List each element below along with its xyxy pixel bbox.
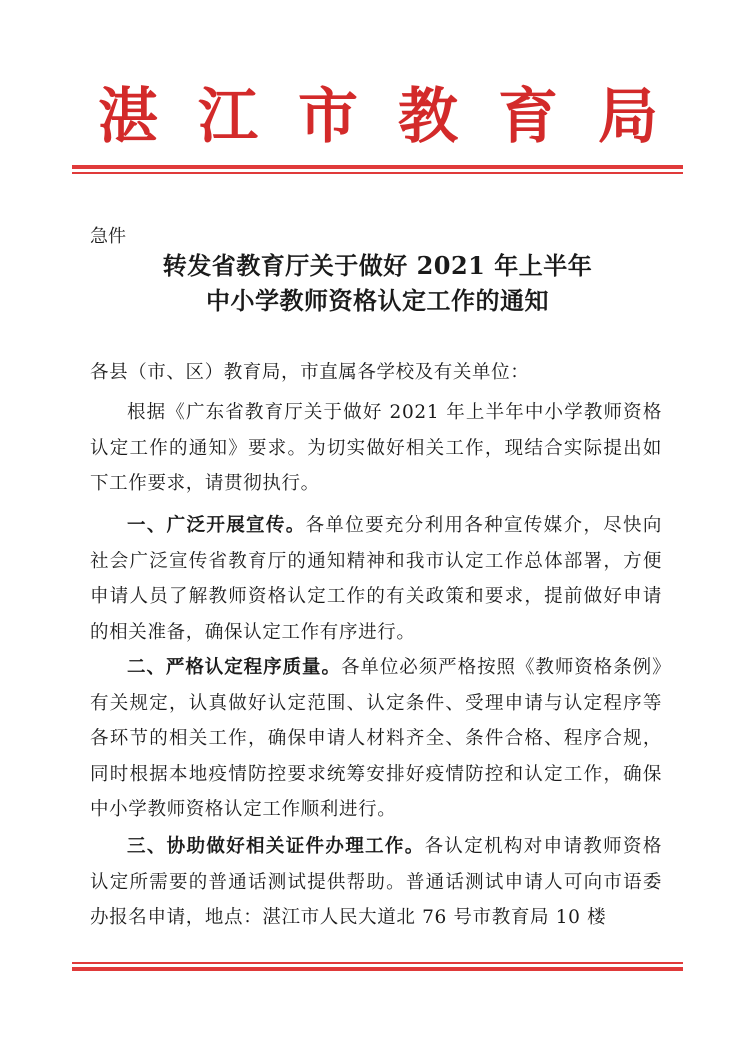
- masthead-char: 市: [298, 82, 358, 152]
- paragraph-lead: 一、广泛开展宣传。: [127, 515, 306, 536]
- masthead-char: 局: [598, 82, 658, 152]
- masthead-char: 育: [498, 82, 558, 152]
- body-paragraph: [90, 650, 662, 828]
- document-title-line-2: 中小学教师资格认定工作的通知: [206, 286, 549, 315]
- salutation: 各县（市、区）教育局，市直属各学校及有关单位：: [90, 362, 530, 383]
- body-paragraph: [90, 508, 662, 650]
- urgency-label: 急件: [90, 226, 126, 247]
- document-title-line-1: 转发省教育厅关于做好 2021 年上半年: [162, 251, 593, 280]
- paragraph-text: 各单位要充分利用各种宣传媒介，尽快向社会广泛宣传省教育厅的通知精神和我市认定工作总体部署，方便申请人员了解教师资格认定工作的有关政策和要求，提前做好申请的相关准备，确保认定工作有序进行。: [90, 515, 662, 643]
- masthead-char: 湛: [98, 82, 158, 152]
- masthead-char: 江: [198, 82, 258, 152]
- body-paragraph: [90, 829, 662, 936]
- paragraph-text: 各认定机构对申请教师资格认定所需要的普通话测试提供帮助。普通话测试申请人可向市语委办报名申请，地点：湛江市人民大道北 76 号市教育局 10 楼: [90, 836, 662, 929]
- paragraph-lead: 二、严格认定程序质量。: [127, 657, 341, 678]
- body-paragraph: [90, 395, 662, 502]
- masthead-issuer: [98, 82, 658, 152]
- footer-divider: [72, 962, 683, 971]
- paragraph-text: 各单位必须严格按照《教师资格条例》有关规定，认真做好认定范围、认定条件、受理申请与认定程序等各环节的相关工作，确保申请人材料齐全、条件合格、程序合规，同时根据本地疫情防控要求统筹安排好疫情防控和认定工作，确保中小学教师资格认定工作顺利进行。: [90, 657, 662, 821]
- paragraph-text: 根据《广东省教育厅关于做好 2021 年上半年中小学教师资格认定工作的通知》要求。为切实做好相关工作，现结合实际提出如下工作要求，请贯彻执行。: [90, 402, 662, 495]
- paragraph-lead: 三、协助做好相关证件办理工作。: [127, 836, 425, 857]
- header-divider: [72, 165, 683, 174]
- masthead-char: 教: [398, 82, 458, 152]
